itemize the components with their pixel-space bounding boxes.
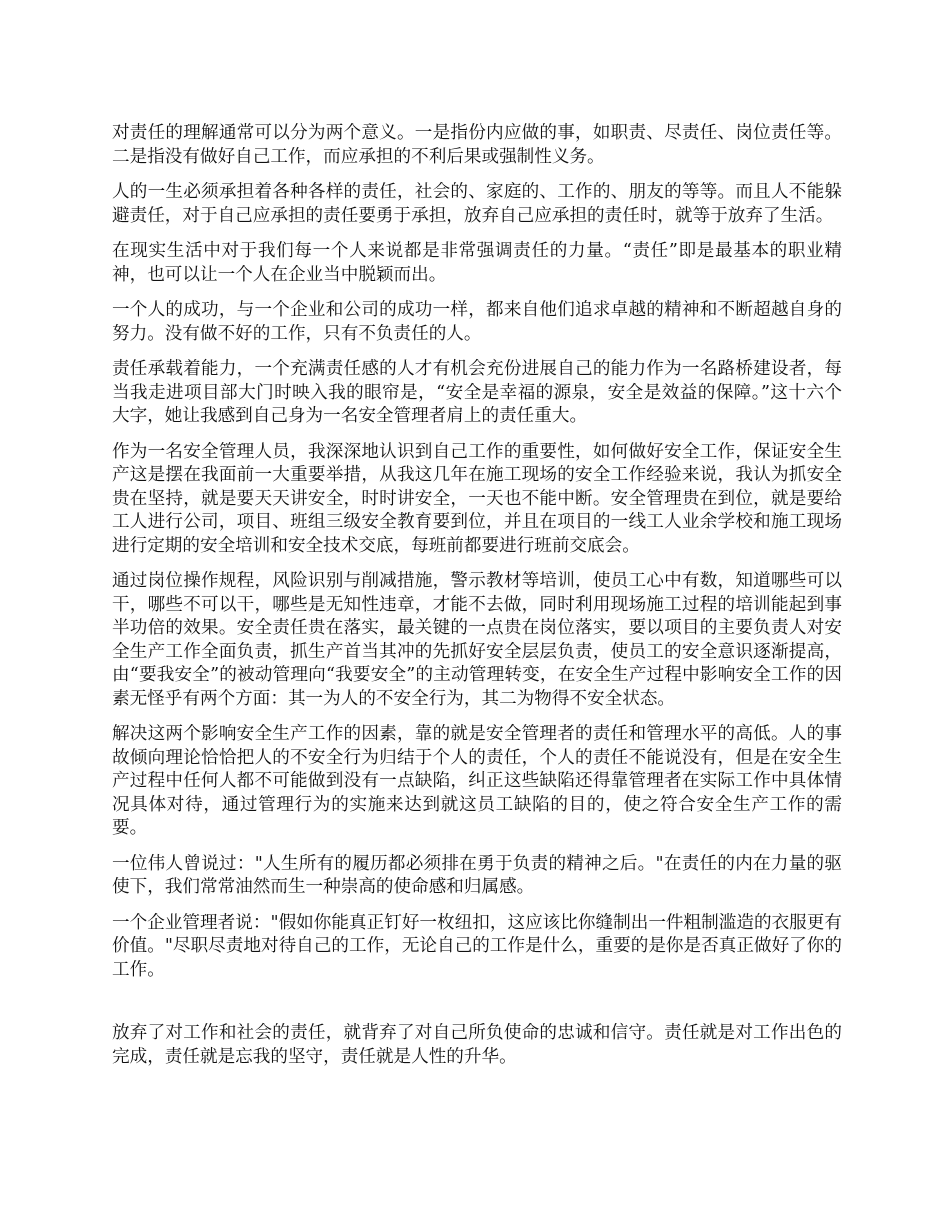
paragraph-5: 责任承载着能力，一个充满责任感的人才有机会充份进展自己的能力作为一名路桥建设者，每当我走进项目部大门时映入我的眼帘是，“安全是幸福的源泉，安全是效益的保障。”这十六个大字，她让我感到自己身为一名安全管理者肩上的责任重大。 xyxy=(112,359,842,426)
document-body xyxy=(112,122,842,1081)
paragraph-8: 解决这两个影响安全生产工作的因素，靠的就是安全管理者的责任和管理水平的高低。人的事故倾向理论恰恰把人的不安全行为归结于个人的责任，个人的责任不能说没有，但是在安全生产过程中任何人都不可能做到没有一点缺陷，纠正这些缺陷还得靠管理者在实际工作中具体情况具体对待，通过管理行为的实施来达到就这员工缺陷的目的，使之符合安全生产工作的需要。 xyxy=(112,724,842,838)
paragraph-1: 对责任的理解通常可以分为两个意义。一是指份内应做的事，如职责、尽责任、岗位责任等。二是指没有做好自己工作，而应承担的不利后果或强制性义务。 xyxy=(112,123,842,167)
paragraph-4: 一个人的成功，与一个企业和公司的成功一样，都来自他们追求卓越的精神和不断超越自身的努力。没有做不好的工作，只有不负责任的人。 xyxy=(112,300,842,344)
paragraph-6: 作为一名安全管理人员，我深深地认识到自己工作的重要性，如何做好安全工作，保证安全生产这是摆在我面前一大重要举措，从我这几年在施工现场的安全工作经验来说，我认为抓安全贵在坚持，就是要天天讲安全，时时讲安全，一天也不能中断。安全管理贵在到位，就是要给工人进行公司，项目、班组三级安全教育要到位，并且在项目的一线工人业余学校和施工现场进行定期的安全培训和安全技术交底，每班前都要进行班前交底会。 xyxy=(112,441,842,556)
paragraph-7: 通过岗位操作规程，风险识别与削减措施，警示教材等培训，使员工心中有数，知道哪些可以干，哪些不可以干，哪些是无知性违章，才能不去做，同时利用现场施工过程的培训能起到事半功倍的效果。安全责任贵在落实，最关键的一点贵在岗位落实，要以项目的主要负责人对安全生产工作全面负责，抓生产首当其冲的先抓好安全层层负责，使员工的安全意识逐渐提高，由“要我安全”的被动管理向“我要安全”的主动管理转变，在安全生产过程中影响安全工作的因素无怪乎有两个方面：其一为人的不安全行为，其二为物得不安全状态。 xyxy=(112,571,842,709)
paragraph-9: 一位伟人曾说过："人生所有的履历都必须排在勇于负责的精神之后。"在责任的内在力量的驱使下，我们常常油然而生一种崇高的使命感和归属感。 xyxy=(112,853,842,897)
paragraph-11: 放弃了对工作和社会的责任，就背弃了对自己所负使命的忠诚和信守。责任就是对工作出色的完成，责任就是忘我的坚守，责任就是人性的升华。 xyxy=(112,1023,842,1067)
paragraph-10: 一个企业管理者说："假如你能真正钉好一枚纽扣，这应该比你缝制出一件粗制滥造的衣服更有价值。"尽职尽责地对待自己的工作，无论自己的工作是什么，重要的是你是否真正做好了你的工作。 xyxy=(112,912,842,980)
paragraph-2: 人的一生必须承担着各种各样的责任，社会的、家庭的、工作的、朋友的等等。而且人不能躲避责任，对于自己应承担的责任要勇于承担，放弃自己应承担的责任时，就等于放弃了生活。 xyxy=(112,182,842,226)
paragraph-3: 在现实生活中对于我们每一个人来说都是非常强调责任的力量。“责任”即是最基本的职业精神，也可以让一个人在企业当中脱颖而出。 xyxy=(112,241,842,285)
